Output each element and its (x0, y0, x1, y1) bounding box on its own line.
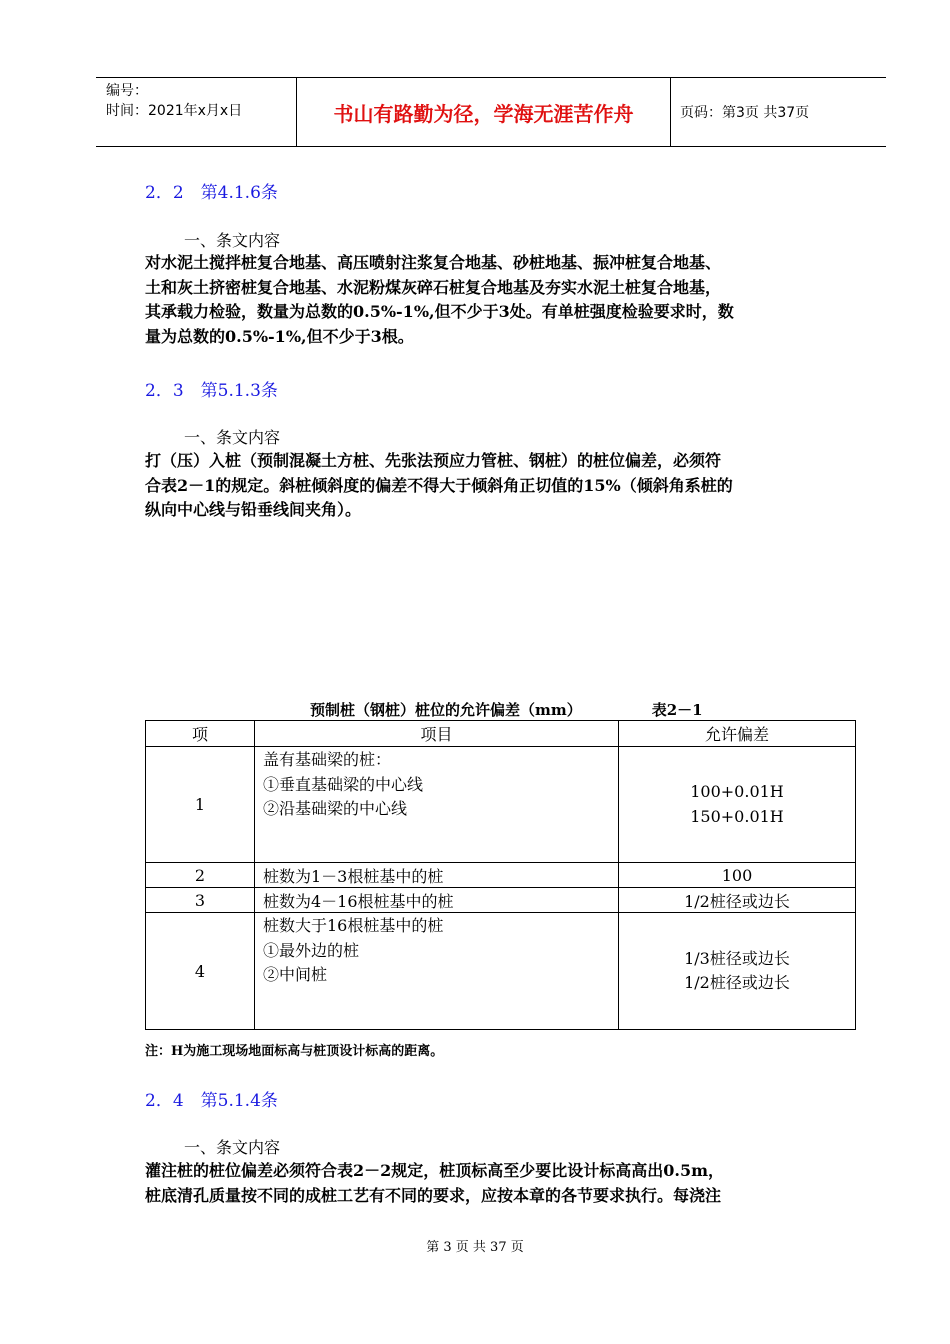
section-paragraph (145, 449, 845, 523)
row-tolerance: 100 (619, 863, 856, 888)
paragraph-line: 对水泥土搅拌桩复合地基、高压喷射注浆复合地基、砂桩地基、振冲桩复合地基、 (145, 253, 722, 272)
paragraph-line: 打（压）入桩（预制混凝土方桩、先张法预应力管桩、钢桩）的桩位偏差，必须符 (145, 451, 722, 470)
item-line: 桩数大于16根桩基中的桩 (263, 916, 444, 935)
tolerance-table (145, 720, 856, 1030)
header-number: 编号： (106, 83, 148, 99)
paragraph-line: 量为总数的0.5%-1%,但不少于3根。 (145, 326, 414, 346)
item-line: ①最外边的桩 (263, 940, 360, 960)
section-title-2-3: 2．3 第5.1.3条 (145, 381, 278, 401)
section-subheading: 一、条文内容 (184, 1138, 281, 1157)
section-paragraph (145, 251, 845, 349)
header-meta (106, 81, 242, 121)
row-no: 4 (146, 913, 255, 1030)
row-item: 桩数为4－16根桩基中的桩 (255, 888, 619, 913)
section-title-2-2: 2．2 第4.1.6条 (145, 183, 278, 203)
paragraph-line: 其承载力检验，数量为总数的0.5%-1%,但不少于3处。有单桩强度检验要求时，数 (145, 302, 734, 321)
item-line: 盖有基础梁的桩： (263, 750, 392, 769)
table-note: 注：H为施工现场地面标高与桩顶设计标高的距离。 (145, 1044, 444, 1059)
page-header (96, 77, 886, 147)
section-subheading: 一、条文内容 (184, 231, 281, 250)
table-number: 表2－1 (651, 701, 703, 719)
item-line: ②中间桩 (263, 965, 328, 984)
header-page-info: 页码：第3页 共37页 (680, 105, 810, 121)
tolerance-line: 150+0.01H (690, 806, 784, 826)
table-header-row (146, 721, 856, 747)
header-cell-item: 项目 (255, 721, 619, 747)
header-motto: 书山有路勤为径，学海无涯苦作舟 (333, 102, 634, 126)
row-tolerance (619, 913, 856, 1030)
row-no: 3 (146, 888, 255, 913)
tolerance-line: 100+0.01H (690, 782, 784, 801)
paragraph-line: 合表2－1的规定。斜桩倾斜度的偏差不得大于倾斜角正切值的15%（倾斜角系桩的 (145, 475, 733, 495)
paragraph-line: 灌注桩的桩位偏差必须符合表2－2规定，桩顶标高至少要比设计标高高出0.5m， (145, 1161, 725, 1180)
table-caption-title: 预制桩（钢桩）桩位的允许偏差（mm） (310, 701, 582, 719)
paragraph-line: 土和灰土挤密桩复合地基、水泥粉煤灰碎石桩复合地基及夯实水泥土桩复合地基， (145, 277, 722, 297)
row-tolerance (619, 747, 856, 863)
header-cell-tolerance: 允许偏差 (619, 721, 856, 747)
table-row (146, 888, 856, 913)
tolerance-line: 1/2桩径或边长 (684, 973, 790, 992)
section-paragraph (145, 1159, 845, 1208)
table-row (146, 747, 856, 863)
header-time: 时间：2021年x月x日 (106, 103, 243, 119)
row-tolerance: 1/2桩径或边长 (619, 888, 856, 913)
paragraph-line: 纵向中心线与铅垂线间夹角）。 (145, 500, 362, 519)
row-item (255, 747, 619, 863)
row-no: 2 (146, 863, 255, 888)
item-line: ②沿基础梁的中心线 (263, 799, 408, 818)
paragraph-line: 桩底清孔质量按不同的成桩工艺有不同的要求，应按本章的各节要求执行。每浇注 (145, 1185, 722, 1205)
item-line: ①垂直基础梁的中心线 (263, 774, 424, 794)
row-item: 桩数为1－3根桩基中的桩 (255, 863, 619, 888)
table-row (146, 913, 856, 1030)
section-title-2-4: 2．4 第5.1.4条 (145, 1091, 278, 1111)
tolerance-line: 1/3桩径或边长 (684, 948, 790, 968)
table-caption (310, 699, 703, 720)
row-item (255, 913, 619, 1030)
section-subheading: 一、条文内容 (184, 428, 281, 447)
table-row (146, 863, 856, 888)
page-footer: 第 3 页 共 37 页 (426, 1240, 524, 1255)
header-divider (670, 78, 671, 146)
header-cell-no: 项 (146, 721, 255, 747)
row-no: 1 (146, 747, 255, 863)
